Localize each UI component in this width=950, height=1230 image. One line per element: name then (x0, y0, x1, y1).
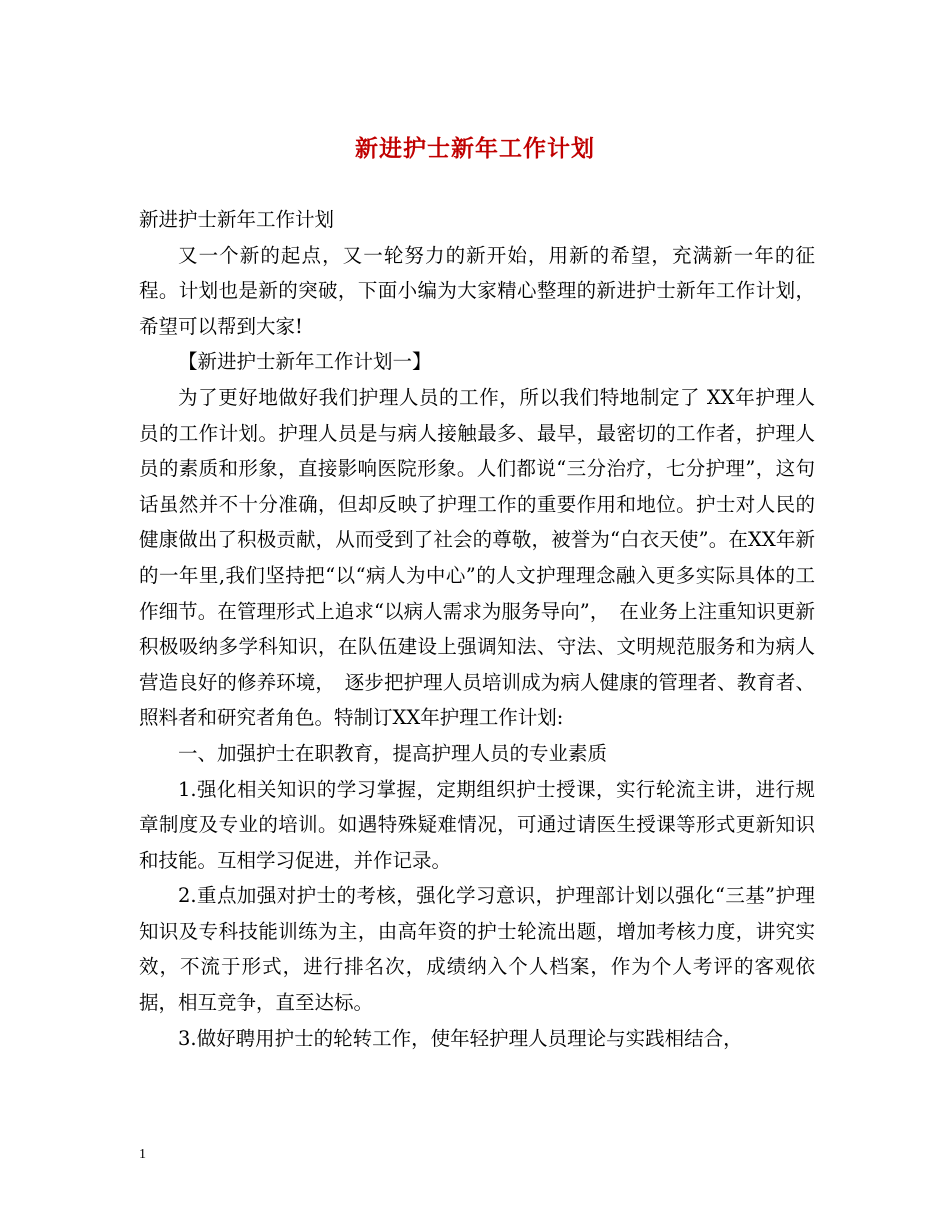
paragraph-section-title: 【新进护士新年工作计划一】 (178, 350, 432, 374)
paragraph-item-2: 2.重点加强对护士的考核，强化学习意识，护理部计划以强化“三基”护理知识及专科技能训练为主，由高年资的护士轮流出题，增加考核力度，讲究实效，不流于形式，进行排名次，成绩纳入个人档案，作为个人考评的客观依据，相互竞争，直至达标。 (139, 884, 815, 1015)
paragraph-intro: 又一个新的起点，又一轮努力的新开始，用新的希望，充满新一年的征程。计划也是新的突破，下面小编为大家精心整理的新进护士新年工作计划，希望可以帮到大家! (139, 243, 815, 338)
document-title: 新进护士新年工作计划 (355, 135, 595, 162)
document-body (139, 202, 815, 1056)
paragraph-main: 为了更好地做好我们护理人员的工作，所以我们特地制定了 XX年护理人员的工作计划。护理人员是与病人接触最多、最早，最密切的工作者，护理人员的素质和形象，直接影响医院形象。人们都说“三分治疗，七分护理”，这句话虽然并不十分准确，但却反映了护理工作的重要作用和地位。护士对人民的健康做出了积极贡献，从而受到了社会的尊敬，被誉为“白衣天使”。在XX年新的一年里,我们坚持把“以“病人为中心”的人文护理理念融入更多实际具体的工作细节。在管理形式上追求“以病人需求为服务导向”， 在业务上注重知识更新积极吸纳多学科知识，在队伍建设上强调知法、守法、文明规范服务和为病人营造良好的修养环境， 逐步把护理人员培训成为病人健康的管理者、教育者、 照料者和研究者角色。特制订XX年护理工作计划: (139, 385, 815, 730)
paragraph-item-3: 3.做好聘用护士的轮转工作，使年轻护理人员理论与实践相结合， (178, 1026, 743, 1050)
paragraph-heading: 新进护士新年工作计划 (139, 208, 335, 231)
paragraph-item-1: 1.强化相关知识的学习掌握，定期组织护士授课，实行轮流主讲，进行规章制度及专业的培训。如遇特殊疑难情况，可通过请医生授课等形式更新知识和技能。互相学习促进，并作记录。 (139, 777, 815, 872)
page-number: 1 (139, 1147, 146, 1162)
paragraph-subheading: 一、加强护士在职教育，提高护理人员的专业素质 (178, 741, 608, 765)
